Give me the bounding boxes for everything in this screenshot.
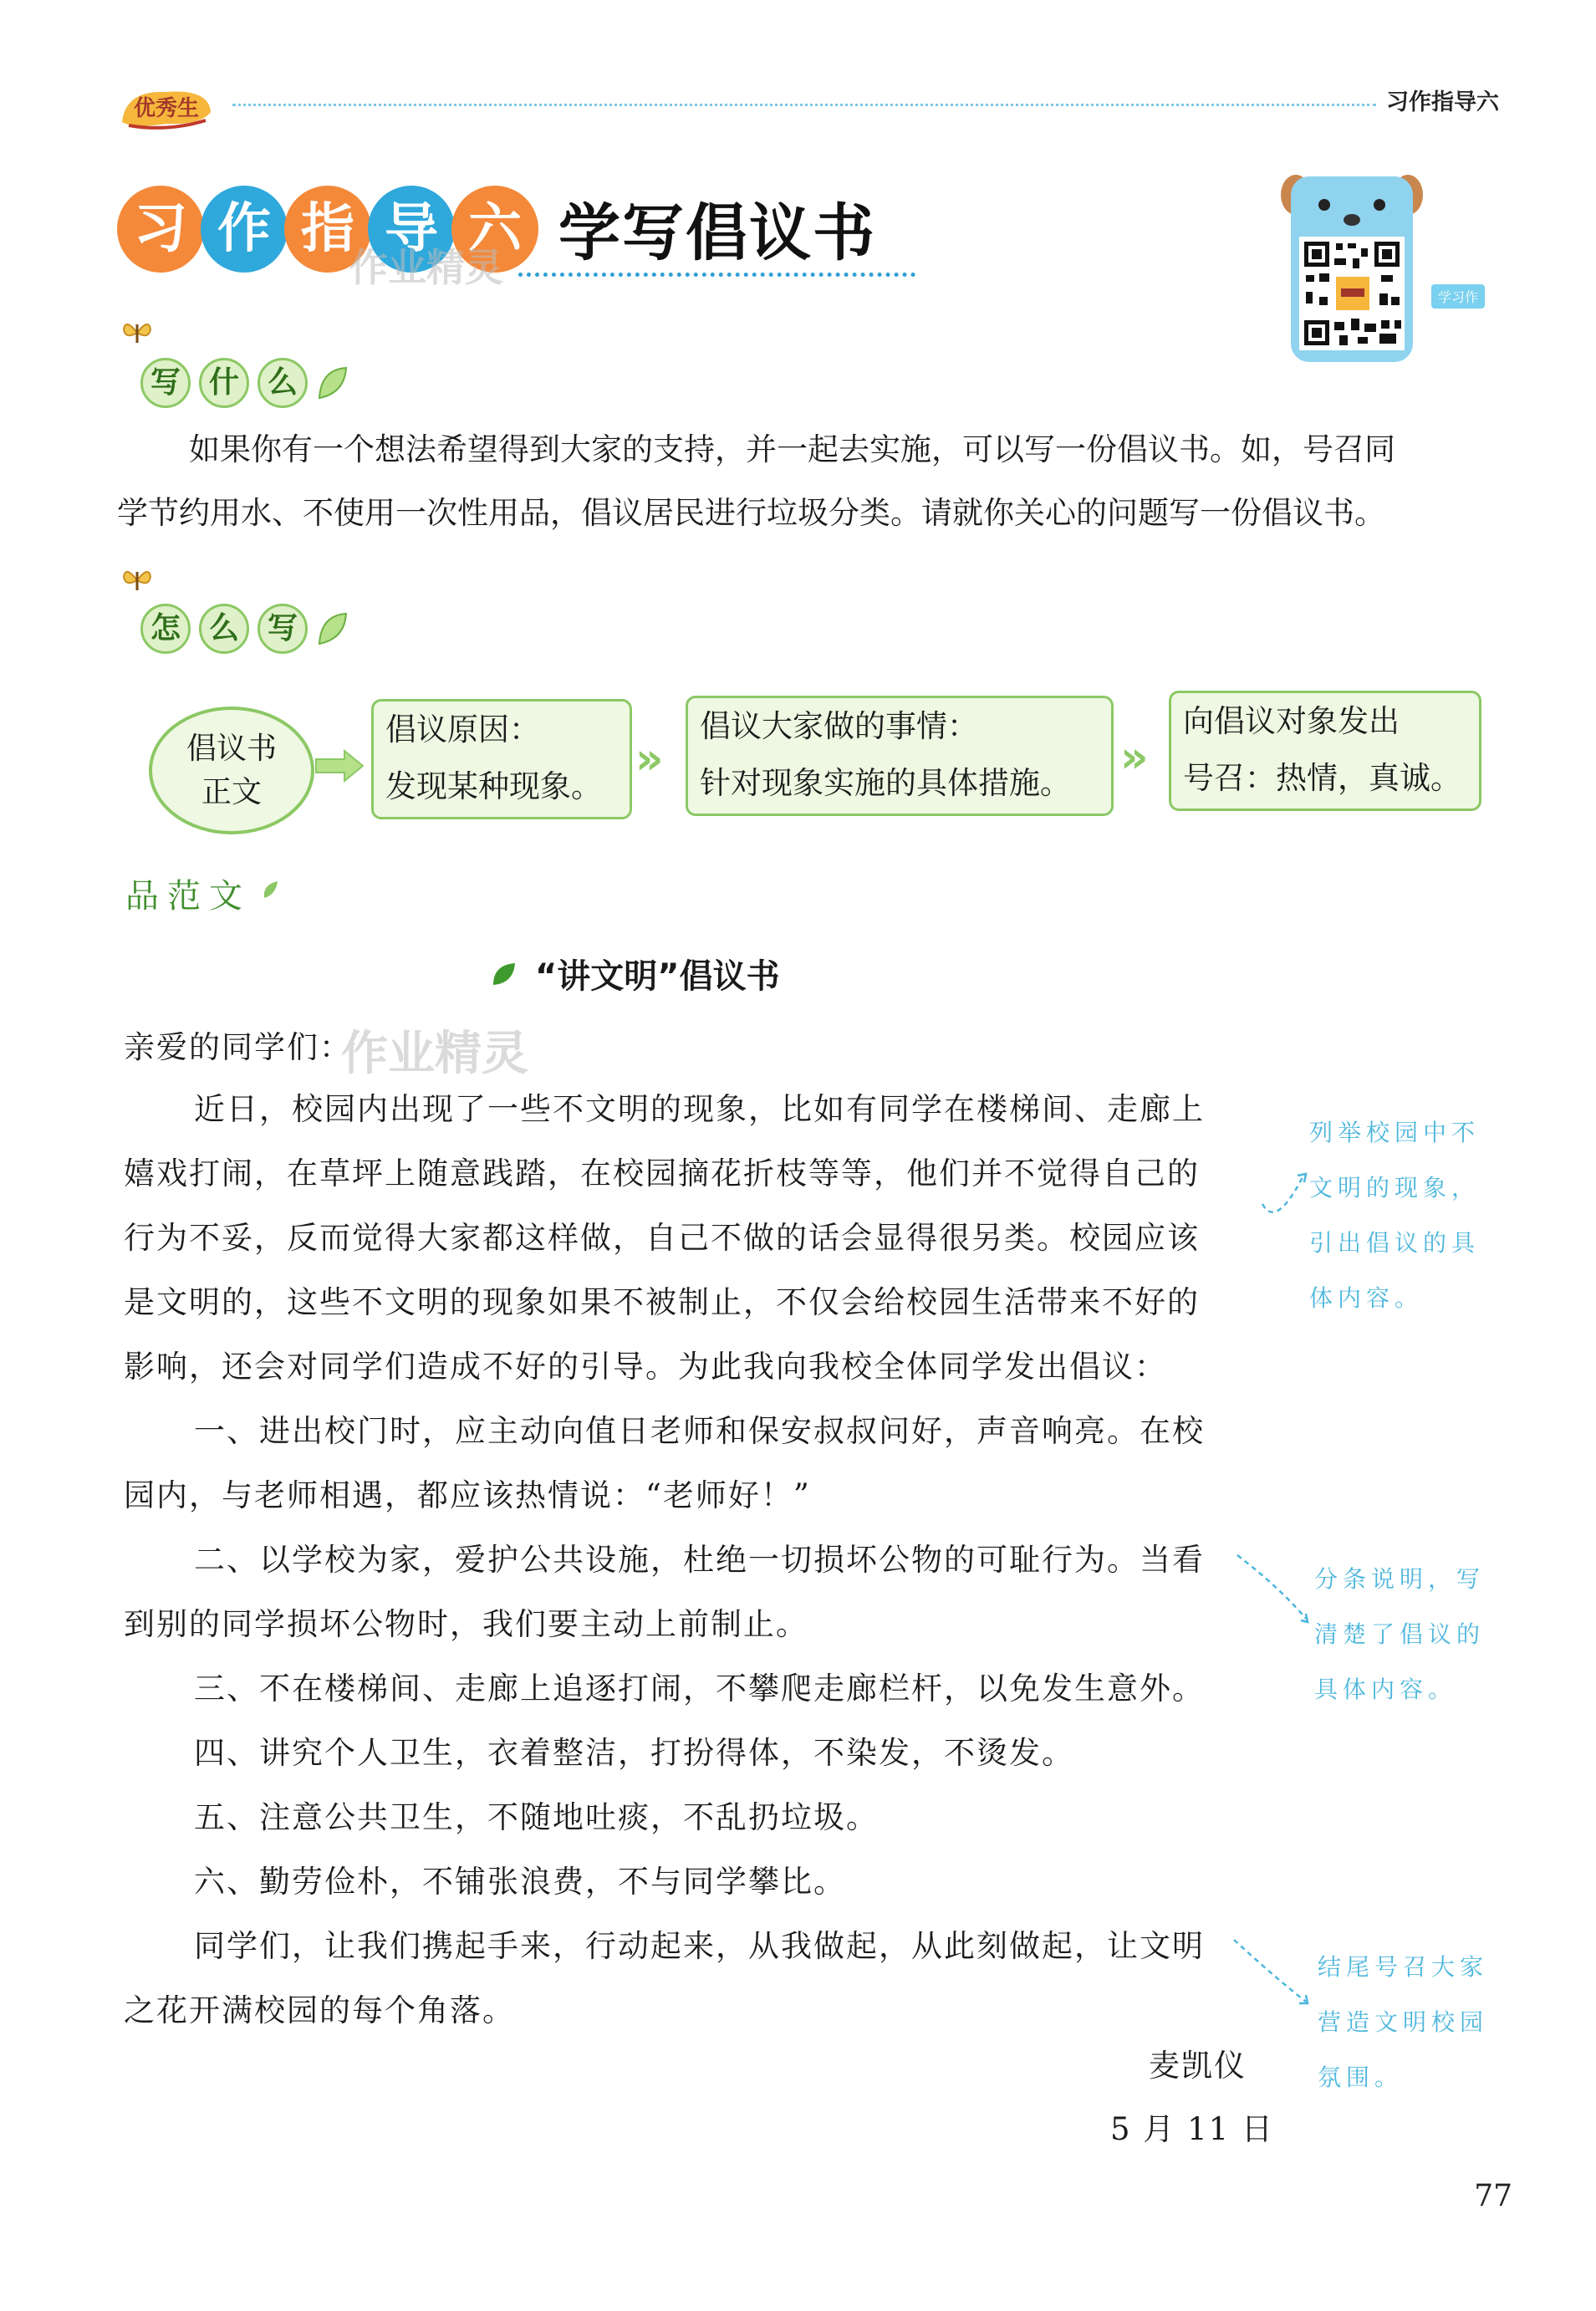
- margin-note-2-line-1: 分条说明，写: [1314, 1565, 1486, 1593]
- flow-box-call: [1169, 691, 1481, 811]
- margin-note-1-line-4: 体内容。: [1309, 1284, 1424, 1312]
- essay-line-1: 近日，校园内出现了一些不文明的现象，比如有同学在楼梯间、走廊上: [194, 1091, 1205, 1127]
- flow-box-reason-line-2: 发现某种现象。: [385, 768, 602, 804]
- margin-note-2-line-2: 清楚了倡议的: [1314, 1620, 1486, 1648]
- header-section-title: 习作指导六: [1386, 89, 1499, 115]
- title-circle-1: 习: [117, 186, 204, 273]
- essay-title: “讲文明”倡议书: [535, 957, 780, 996]
- model-essay-heading: 品范文: [125, 877, 251, 916]
- butterfly-icon: [120, 565, 154, 595]
- margin-note-3-line-1: 结尾号召大家: [1318, 1953, 1489, 1981]
- essay-line-7: 园内，与老师相遇，都应该热情说：“老师好！”: [124, 1477, 811, 1513]
- heading-char-3: 写: [258, 604, 308, 654]
- essay-line-14: 同学们，让我们携起手来，行动起来，从我做起，从此刻做起，让文明: [194, 1928, 1205, 1964]
- heading-char-2: 么: [199, 604, 249, 654]
- margin-note-1-line-2: 文明的现象，: [1309, 1174, 1481, 1201]
- essay-line-4: 是文明的，这些不文明的现象如果不被制止，不仅会给校园生活带来不好的: [124, 1284, 1200, 1320]
- essay-line-6: 一、进出校门时，应主动向值日老师和保安叔叔问好，声音响亮。在校: [194, 1413, 1205, 1449]
- header-dotted-rule: [232, 104, 1376, 106]
- leaf-icon: [316, 610, 349, 647]
- what-to-write-line-2: 学节约用水、不使用一次性用品，倡议居民进行垃圾分类。请就你关心的问题写一份倡议书。: [117, 495, 1385, 531]
- logo-text: 优秀生: [133, 96, 200, 121]
- watermark: 作业精灵: [341, 1027, 528, 1081]
- flow-box-reason-line-1: 倡议原因：: [385, 712, 540, 747]
- essay-line-2: 嬉戏打闹，在草坪上随意践踏，在校园摘花折枝等等，他们并不觉得自己的: [124, 1156, 1200, 1191]
- essay-date: 5 月 11 日: [1110, 2111, 1274, 2147]
- arrow-right-icon: [314, 749, 365, 783]
- leaf-bullet-icon: [490, 960, 518, 988]
- qr-code-card[interactable]: [1281, 171, 1423, 362]
- margin-note-2: [1314, 1552, 1485, 1717]
- margin-note-1-line-3: 引出倡议的具: [1309, 1229, 1481, 1257]
- essay-line-8: 二、以学校为家，爱护公共设施，杜绝一切损坏公物的可耻行为。当看: [194, 1542, 1205, 1578]
- page-number: 77: [1474, 2179, 1512, 2213]
- section-what-to-write-heading: [117, 318, 368, 401]
- title-circle-4: 导: [368, 186, 455, 273]
- essay-signature: 麦凯仪: [1149, 2048, 1247, 2084]
- essay-line-15: 之花开满校园的每个角落。: [124, 1992, 515, 2028]
- brand-logo: [117, 84, 216, 130]
- flow-box-actions-line-1: 倡议大家做的事情：: [700, 708, 978, 744]
- heading-char-3: 么: [258, 358, 308, 408]
- margin-note-1-line-1: 列举校园中不: [1309, 1119, 1481, 1146]
- leaf-icon: [316, 365, 349, 401]
- margin-note-1: [1309, 1105, 1480, 1326]
- flow-box-reason: [371, 699, 632, 819]
- essay-line-3: 行为不妥，反而觉得大家都这样做，自己不做的话会显得很另类。校园应该: [124, 1220, 1200, 1256]
- what-to-write-line-1: 如果你有一个想法希望得到大家的支持，并一起去实施，可以写一份倡议书。如，号召同: [189, 431, 1395, 467]
- flow-oval-line-2: 正文: [201, 774, 262, 809]
- page-title: 学写倡议书: [558, 197, 876, 269]
- essay-line-9: 到别的同学损坏公物时，我们要主动上前制止。: [124, 1606, 808, 1642]
- flow-box-call-line-1: 向倡议对象发出: [1183, 703, 1400, 739]
- flow-oval-line-1: 倡议书: [186, 731, 277, 766]
- flow-start-oval: [149, 707, 314, 834]
- title-circle-2: 作: [201, 186, 288, 273]
- essay-line-10: 三、不在楼梯间、走廊上追逐打闹，不攀爬走廊栏杆，以免发生意外。: [194, 1671, 1205, 1706]
- flow-box-actions: [686, 696, 1114, 816]
- watermark: 作业精灵: [349, 245, 503, 290]
- double-chevron-icon: »: [635, 734, 664, 784]
- qr-tag: 学习作: [1431, 284, 1485, 309]
- essay-line-13: 六、勤劳俭朴，不铺张浪费，不与同学攀比。: [194, 1864, 846, 1900]
- essay-line-12: 五、注意公共卫生，不随地吐痰，不乱扔垃圾。: [194, 1799, 879, 1835]
- essay-greeting: 亲爱的同学们：: [124, 1029, 352, 1065]
- essay-line-5: 影响，还会对同学们造成不好的引导。为此我向我校全体同学发出倡议：: [124, 1349, 1167, 1385]
- heading-char-1: 写: [140, 358, 191, 408]
- butterfly-icon: [120, 318, 154, 348]
- essay-line-11: 四、讲究个人卫生，衣着整洁，打扮得体，不染发，不烫发。: [194, 1735, 1074, 1771]
- sprout-icon: [259, 878, 283, 901]
- title-circle-3: 指: [284, 186, 371, 273]
- margin-note-2-line-3: 具体内容。: [1314, 1676, 1457, 1703]
- title-circle-5: 六: [451, 186, 538, 273]
- flow-box-call-line-2: 号召：热情，真诚。: [1183, 760, 1461, 796]
- heading-char-1: 怎: [140, 604, 191, 654]
- margin-note-3: [1318, 1940, 1488, 2105]
- section-how-to-write-heading: [117, 565, 368, 649]
- margin-note-3-line-2: 营造文明校园: [1318, 2008, 1489, 2036]
- title-dotted-rule: [518, 273, 915, 277]
- double-chevron-icon: »: [1120, 732, 1149, 783]
- heading-char-2: 什: [199, 358, 249, 408]
- margin-note-3-line-3: 氛围。: [1318, 2064, 1404, 2091]
- flow-box-actions-line-2: 针对现象实施的具体措施。: [700, 765, 1071, 801]
- annotation-arrow-3: [1229, 1931, 1329, 2040]
